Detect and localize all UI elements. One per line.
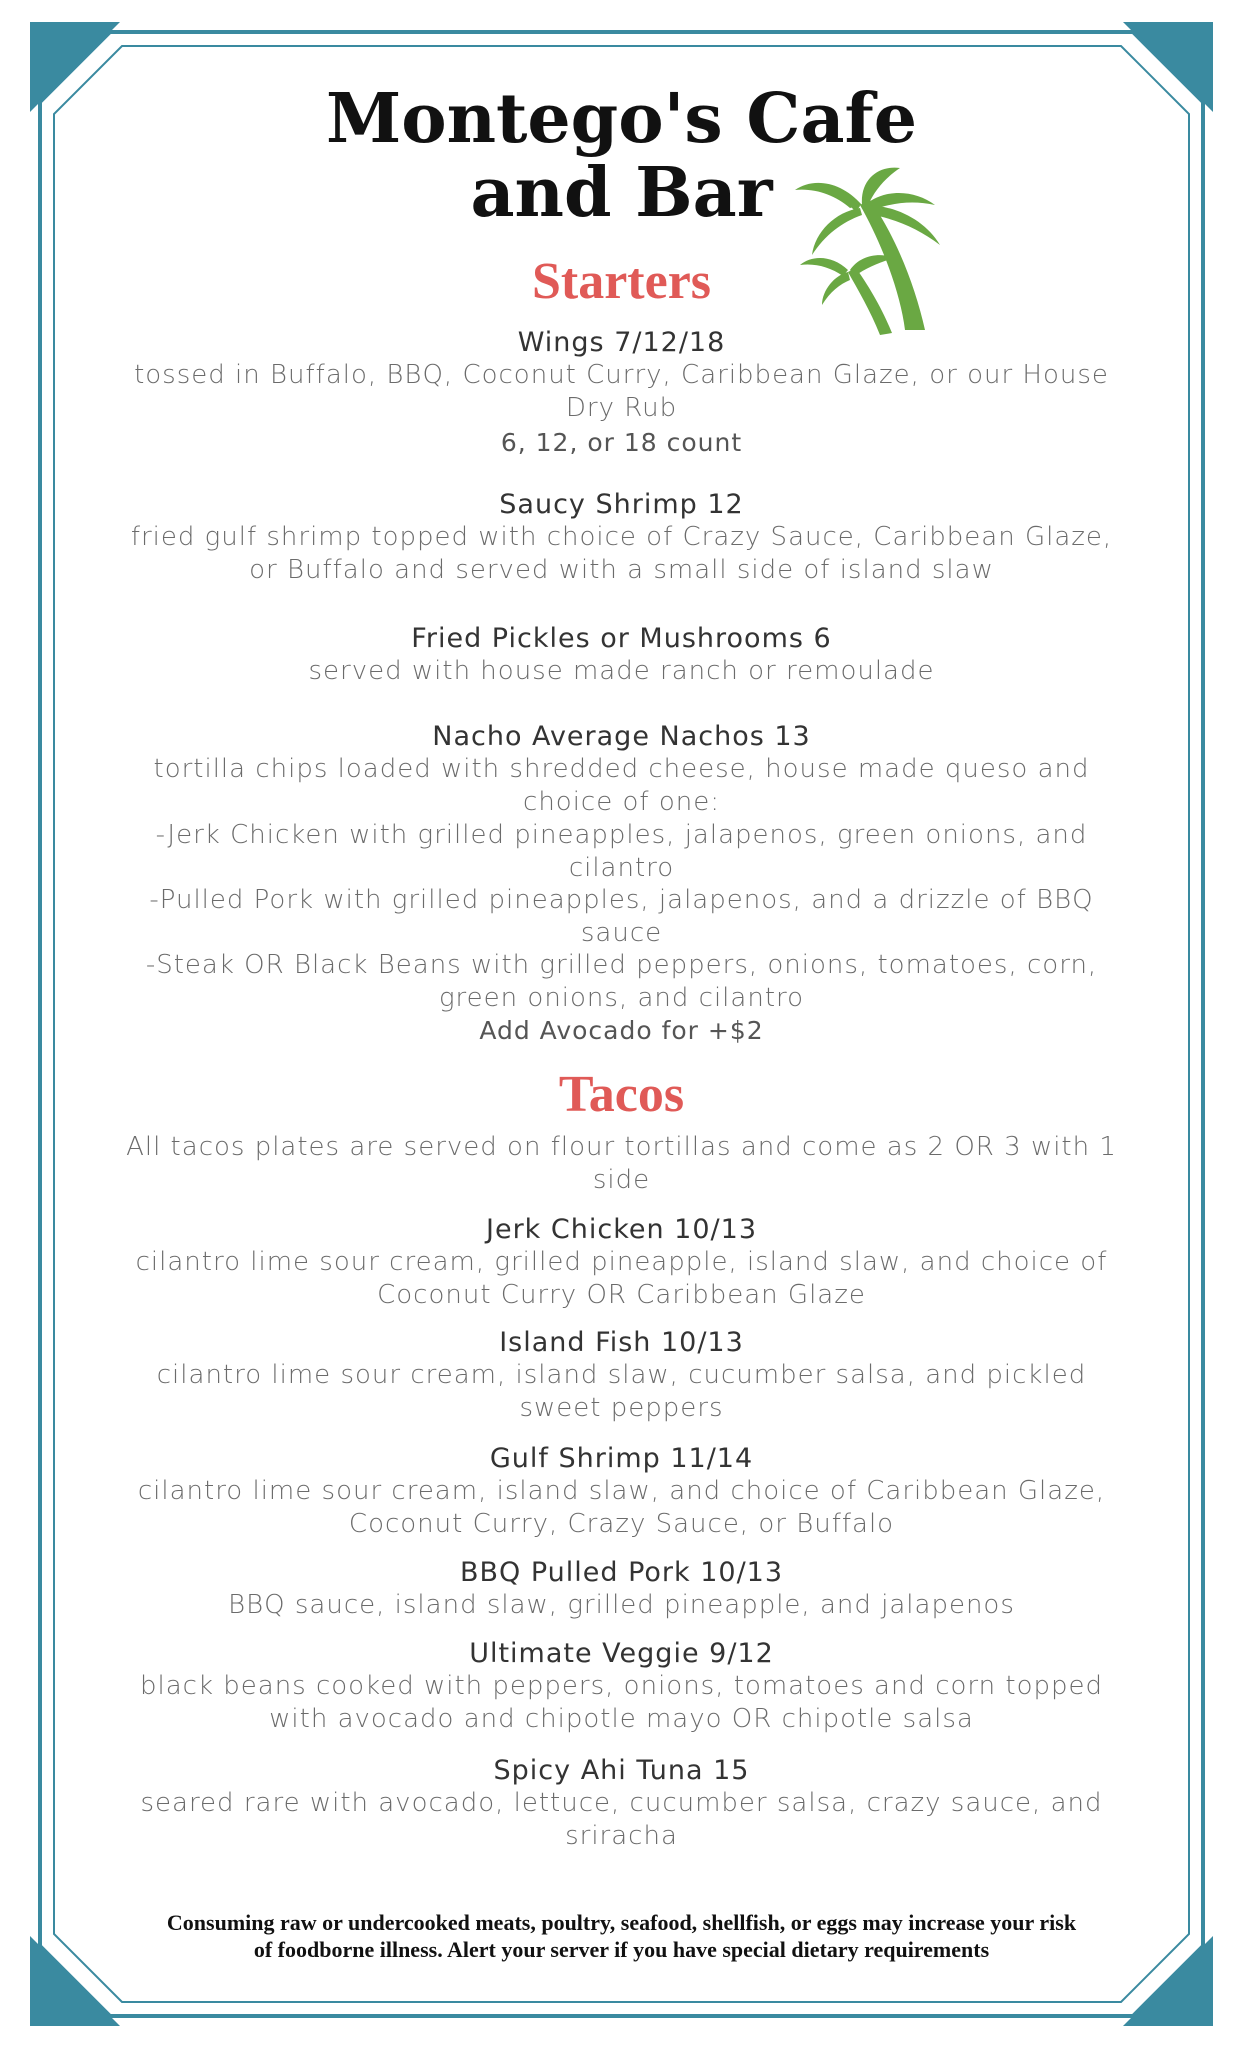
foodborne-illness-notice: Consuming raw or undercooked meats, poultry, seafood, shellfish, or eggs may increase your risk of foodborne illness. Alert your server if you have special dietary requirements — [166, 1910, 1077, 1962]
starters-heading: Starters — [531, 253, 712, 310]
saucy-shrimp-title: Saucy Shrimp 12 — [499, 489, 744, 520]
gulf-shrimp-taco-title: Gulf Shrimp 11/14 — [489, 1443, 754, 1474]
island-fish-taco-title: Island Fish 10/13 — [499, 1327, 744, 1358]
ultimate-veggie-taco-desc: black beans cooked with peppers, onions, tomatoes and corn topped with avocado and chipotle mayo OR chipotle salsa — [139, 1671, 1103, 1734]
saucy-shrimp-desc: fried gulf shrimp topped with choice of Crazy Sauce, Caribbean Glaze, or Buffalo and served with a small side of island slaw — [130, 522, 1113, 585]
wings-note: 6, 12, or 18 count — [500, 428, 743, 457]
spicy-tuna-taco-title: Spicy Ahi Tuna 15 — [493, 1755, 750, 1786]
restaurant-name-line1: Montego's Cafe — [325, 79, 918, 159]
fried-pickles-desc: served with house made ranch or remoulade — [308, 656, 935, 686]
fried-pickles-title: Fried Pickles or Mushrooms 6 — [411, 623, 832, 654]
jerk-chicken-taco-desc: cilantro lime sour cream, grilled pineapple, island slaw, and choice of Coconut Curry OR Caribbean Glaze — [135, 1247, 1108, 1310]
nachos-option-steak: -Steak OR Black Beans with grilled peppers, onions, tomatoes, corn, green onions, and cilantro — [145, 950, 1098, 1013]
nachos-option-pork: -Pulled Pork with grilled pineapples, jalapenos, and a drizzle of BBQ sauce — [149, 885, 1094, 948]
island-fish-taco-desc: cilantro lime sour cream, island slaw, cucumber salsa, and pickled sweet peppers — [156, 1360, 1087, 1423]
bbq-pork-taco-title: BBQ Pulled Pork 10/13 — [459, 1557, 784, 1588]
nachos-desc: tortilla chips loaded with shredded cheese, house made queso and choice of one: — [153, 754, 1090, 817]
spicy-tuna-taco-desc: seared rare with avocado, lettuce, cucumber salsa, crazy sauce, and sriracha — [140, 1788, 1103, 1851]
tacos-heading: Tacos — [558, 1066, 685, 1123]
tacos-intro: All tacos plates are served on flour tortillas and come as 2 OR 3 with 1 side — [126, 1132, 1117, 1195]
bbq-pork-taco-desc: BBQ sauce, island slaw, grilled pineapple, and jalapenos — [228, 1590, 1015, 1620]
nachos-option-jerk: -Jerk Chicken with grilled pineapples, jalapenos, green onions, and cilantro — [155, 820, 1088, 883]
gulf-shrimp-taco-desc: cilantro lime sour cream, island slaw, and choice of Caribbean Glaze, Coconut Curry, Crazy Sauce, or Buffalo — [137, 1476, 1106, 1539]
jerk-chicken-taco-title: Jerk Chicken 10/13 — [486, 1214, 757, 1245]
restaurant-name-line2: and Bar — [470, 153, 773, 233]
nachos-title: Nacho Average Nachos 13 — [432, 721, 811, 752]
wings-desc: tossed in Buffalo, BBQ, Coconut Curry, Caribbean Glaze, or our House Dry Rub — [134, 360, 1109, 423]
ultimate-veggie-taco-title: Ultimate Veggie 9/12 — [469, 1638, 774, 1669]
wings-title: Wings 7/12/18 — [517, 327, 726, 358]
nachos-addon: Add Avocado for +$2 — [479, 1016, 764, 1045]
